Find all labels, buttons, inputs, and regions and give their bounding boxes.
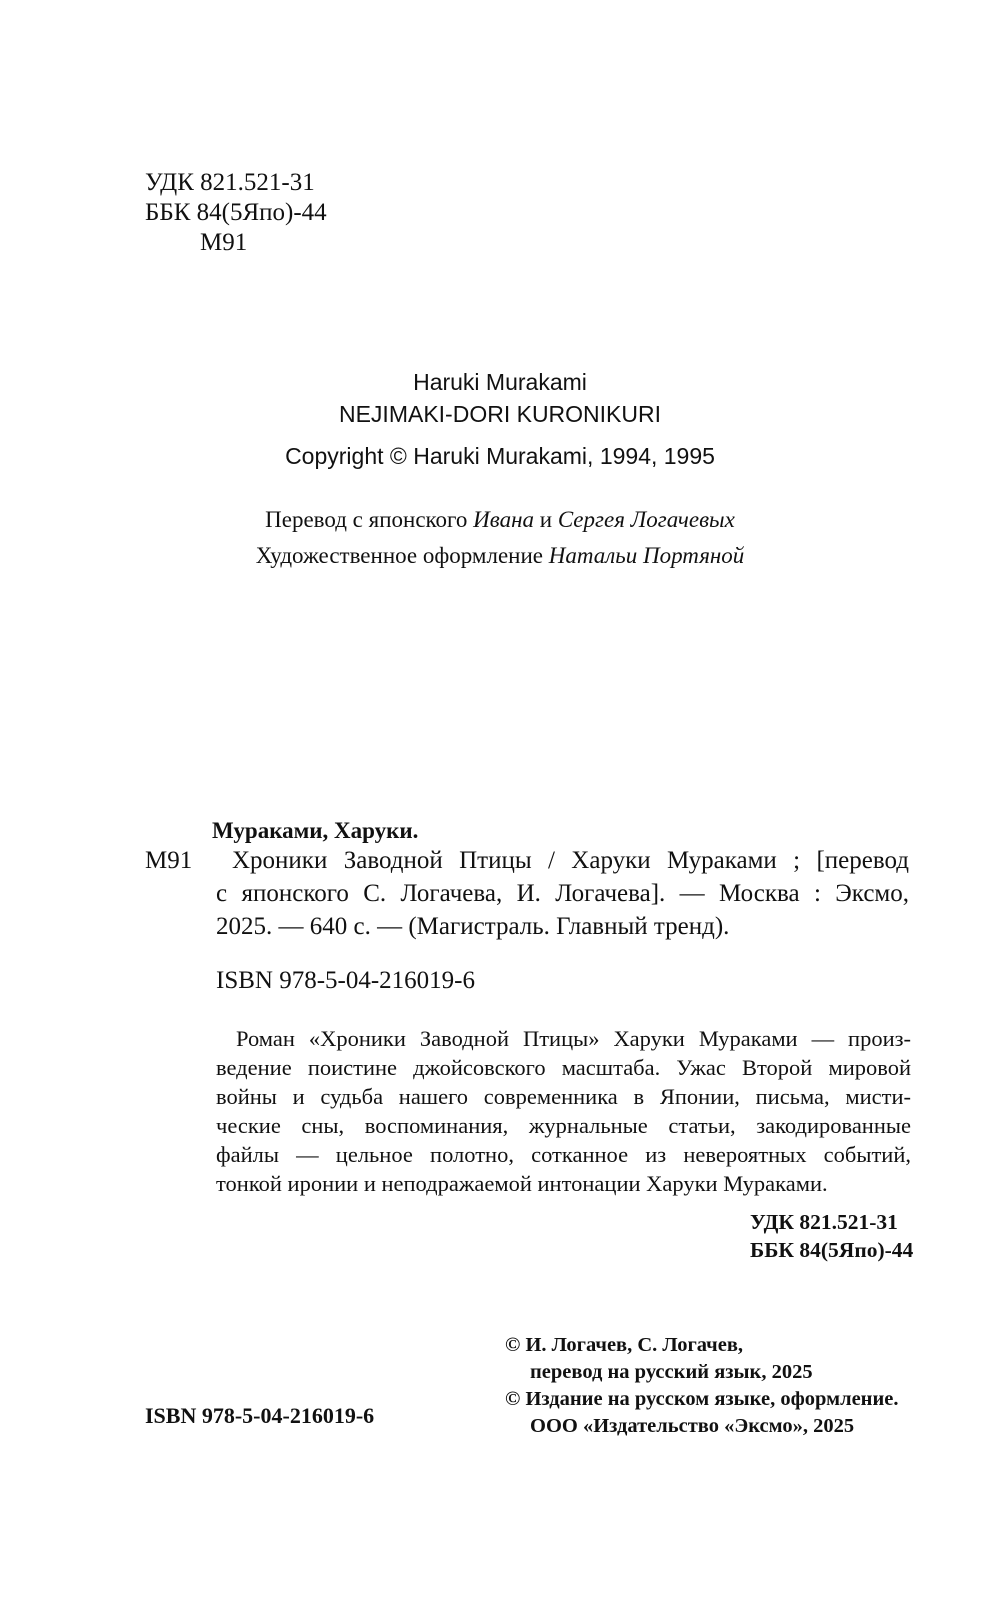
annotation-line: ческие сны, воспоминания, журнальные статьи, закодированные: [216, 1113, 911, 1138]
copyright-edition: © Издание на русском языке, оформление.: [505, 1388, 899, 1410]
annotation-line: войны и судьба нашего современника в Японии, письма, мисти-: [216, 1084, 911, 1109]
copyright-translation-detail: перевод на русский язык, 2025: [530, 1361, 813, 1383]
biblio-author-mark: М91: [145, 847, 193, 874]
designer-name: Натальи Портяной: [548, 543, 745, 568]
annotation-line: ведение поистине джойсовского масштаба. Ужас Второй мировой: [216, 1055, 911, 1080]
translator-conjunction: и: [539, 507, 553, 532]
annotation-line: тонкой иронии и неподражаемой интонации Харуки Мураками.: [216, 1171, 828, 1196]
copyright-publisher: ООО «Издательство «Эксмо», 2025: [530, 1415, 855, 1437]
bbk-code-top: ББК 84(5Япо)-44: [145, 199, 327, 226]
biblio-line: с японского С. Логачева, И. Логачева]. — Москва : Эксмо,: [216, 880, 909, 907]
biblio-line: 2025. — 640 с. — (Магистраль. Главный тренд).: [216, 913, 730, 940]
copyright-translation: © И. Логачев, С. Логачев,: [505, 1334, 744, 1356]
original-author: Haruki Murakami: [413, 369, 587, 395]
isbn-footer: ISBN 978-5-04-216019-6: [145, 1403, 375, 1428]
design-credit: [0, 539, 1000, 573]
annotation-text: [216, 1024, 911, 1198]
udk-code-top: УДК 821.521-31: [145, 169, 315, 196]
original-title: NEJIMAKI-DORI KURONIKURI: [338, 401, 662, 427]
biblio-description: [216, 844, 909, 943]
biblio-line: Хроники Заводной Птицы / Харуки Мураками ; [перевод: [232, 847, 909, 874]
translator-first: Ивана: [473, 507, 534, 532]
udk-code-bottom: УДК 821.521-31: [750, 1210, 898, 1234]
copyright-block: [505, 1332, 899, 1440]
bbk-code-bottom: ББК 84(5Япо)-44: [750, 1238, 914, 1262]
annotation-line: Роман «Хроники Заводной Птицы» Харуки Мураками — произ-: [236, 1026, 911, 1051]
biblio-heading: Мураками, Харуки.: [212, 818, 419, 843]
translation-credit: [0, 503, 1000, 537]
translator-second: Сергея Логачевых: [557, 507, 735, 532]
original-copyright: Copyright © Haruki Murakami, 1994, 1995: [285, 443, 715, 469]
annotation-line: файлы — цельное полотно, сотканное из невероятных событий,: [216, 1142, 911, 1167]
biblio-isbn: ISBN 978-5-04-216019-6: [216, 967, 476, 994]
classification-codes-bottom: [750, 1208, 913, 1264]
translation-prefix: Перевод с японского: [265, 507, 468, 532]
author-mark-top: М91: [200, 229, 248, 256]
design-prefix: Художественное оформление: [255, 543, 543, 568]
